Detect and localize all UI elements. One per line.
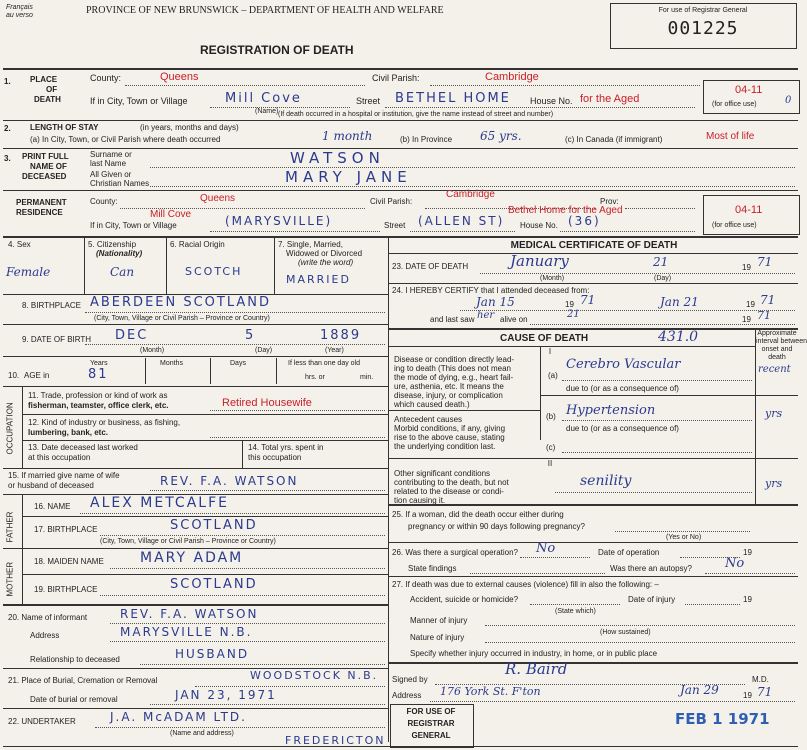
marital-value: MARRIED	[286, 273, 351, 286]
stay-b-value: 65 yrs.	[480, 129, 522, 143]
pod-office-code: 04-11	[735, 84, 763, 96]
medical-title: MEDICAL CERTIFICATE OF DEATH	[510, 240, 678, 251]
name-label-2: NAME OF	[30, 162, 67, 171]
marital-label-2: Widowed or Divorced	[286, 249, 363, 258]
cause-b-label: (b)	[546, 412, 556, 421]
sex-label: 4. Sex	[8, 240, 31, 249]
spouse-value: REV. F.A. WATSON	[160, 474, 299, 488]
pod-street-value: BETHEL HOME	[395, 91, 511, 106]
province-title: PROVINCE OF NEW BRUNSWICK – DEPARTMENT OF HEALTH AND WELFARE	[86, 5, 444, 16]
pod-county-value: Queens	[160, 71, 199, 83]
dob-label: 9. DATE OF BIRTH	[22, 335, 92, 344]
pod-city-value: Mill Cove	[225, 91, 302, 106]
informant-relationship-label: Relationship to deceased	[30, 655, 120, 664]
cause-a-label: (a)	[548, 371, 558, 380]
burial-date-value: JAN 23, 1971	[175, 688, 277, 702]
icd-code: 431.0	[658, 329, 699, 345]
pod-institution-note: (If death occurred in a hospital or institution, give the name instead of street and number)	[278, 111, 554, 118]
pod-house-value: for the Aged	[580, 93, 640, 105]
res-house-value: (36)	[568, 214, 601, 228]
dob-year: 1889	[320, 328, 362, 343]
injury-date-prefix: 19	[743, 595, 752, 604]
name-label-3: DECEASED	[22, 172, 67, 181]
age-years-value: 81	[88, 367, 109, 382]
res-parish-label: Civil Parish:	[370, 197, 413, 206]
immediate-5: disease, injury, or complication	[394, 391, 503, 400]
stay-num: 2.	[4, 124, 11, 133]
res-prov-label: Prov:	[600, 197, 619, 206]
certify-label: 24. I HEREBY CERTIFY that I attended deceased from:	[392, 286, 590, 295]
father-name-value: ALEX METCALFE	[90, 495, 229, 511]
age-min-caption: min.	[360, 374, 374, 381]
address-value: 176 York St. F'ton	[440, 685, 541, 698]
age-days-caption: Days	[230, 360, 246, 367]
mother-birthplace-label: 19. BIRTHPLACE	[34, 585, 98, 594]
q26-value: No	[536, 541, 556, 556]
stay-c-label: (c) In Canada (if immigrant)	[565, 135, 663, 144]
father-side-label: FATHER	[5, 511, 15, 543]
stay-a-value: 1 month	[322, 129, 373, 143]
immediate-6: which caused death.)	[394, 400, 470, 409]
cause-b-interval: yrs	[765, 407, 783, 420]
total-years-label-2: this occupation	[248, 453, 302, 462]
stay-title: LENGTH OF STAY	[30, 123, 99, 132]
age-label: AGE in	[24, 371, 50, 380]
stay-a-label: (a) In City, Town, or Civil Parish where death occurred	[30, 135, 221, 144]
given-value: MARY JANE	[285, 168, 412, 186]
registration-number: 001225	[667, 18, 739, 39]
stay-subtitle: (in years, months and days)	[140, 123, 239, 132]
res-office-use: (for office use)	[712, 222, 757, 229]
address-label: Address	[392, 691, 422, 700]
registrar-line-2: REGISTRAR	[407, 719, 455, 728]
roman-one: I	[548, 347, 552, 356]
res-parish-value: Cambridge	[446, 189, 495, 200]
certify-to-prefix: 19	[746, 300, 755, 309]
registrar-line-3: GENERAL	[411, 731, 451, 740]
q25-line-2: pregnancy or within 90 days following pregnancy?	[408, 522, 585, 531]
certify-from-prefix: 19	[565, 300, 574, 309]
dob-month-caption: (Month)	[140, 347, 165, 354]
certify-from: Jan 15	[476, 295, 515, 309]
place-of-death-num: 1.	[4, 77, 11, 86]
autopsy-label: Was there an autopsy?	[610, 564, 692, 573]
signature: R. Baird	[505, 660, 568, 678]
res-city-value: Mill Cove	[150, 209, 192, 220]
trade-label-2: fisherman, teamster, office clerk, etc.	[28, 401, 169, 410]
registrar-line-1: FOR USE OF	[406, 707, 456, 716]
trade-label-1: 11. Trade, profession or kind of work as	[28, 391, 168, 400]
age-num: 10.	[8, 371, 20, 380]
citizenship-label: 5. Citizenship	[88, 240, 137, 249]
due-to-2: due to (or as a consequence of)	[566, 424, 679, 433]
res-street-label: Street	[384, 221, 406, 230]
roman-two: II	[547, 459, 553, 468]
undertaker-caption: (Name and address)	[170, 730, 234, 737]
accident-label: Accident, suicide or homicide?	[410, 595, 519, 604]
cause-c-label: (c)	[546, 443, 556, 452]
antecedent-3: rise to the above cause, stating	[394, 433, 505, 442]
occupation-side-label: OCCUPATION	[5, 402, 15, 455]
father-name-label: 16. NAME	[34, 502, 71, 511]
birthplace-caption: (City, Town, Village or Civil Parish – Province or Country)	[94, 315, 270, 322]
stay-b-label: (b) In Province	[400, 135, 453, 144]
other-1: Other significant conditions	[394, 469, 491, 478]
mother-side-label: MOTHER	[5, 561, 15, 597]
interval-label-4: death	[768, 354, 786, 361]
q25-yes-no: (Yes or No)	[666, 534, 702, 541]
autopsy-value: No	[725, 556, 745, 571]
due-to-1: due to (or as a consequence of)	[566, 384, 679, 393]
res-street-value: (ALLEN ST)	[418, 214, 505, 228]
pod-name-caption: (Name)	[255, 108, 279, 115]
other-interval: yrs	[765, 477, 783, 490]
q27-label: 27. If death was due to external causes (violence) fill in also the following: –	[392, 580, 659, 589]
surname-label-1: Surname or	[90, 150, 132, 159]
alive-on-value: 21	[567, 309, 580, 320]
spouse-label-1: 15. If married give name of wife	[8, 471, 120, 480]
op-date-label: Date of operation	[598, 548, 660, 557]
res-label-1: PERMANENT	[16, 198, 67, 207]
alive-on-prefix: 19	[742, 315, 751, 324]
trade-value: Retired Housewife	[222, 397, 312, 409]
racial-value: SCOTCH	[185, 265, 243, 278]
form-title: REGISTRATION OF DEATH	[200, 43, 354, 57]
signed-label: Signed by	[392, 675, 428, 684]
citizenship-value: Can	[110, 265, 135, 279]
dob-day-caption: (Day)	[255, 347, 273, 354]
certify-to-year: 71	[760, 293, 776, 307]
given-label-1: All Given or	[90, 170, 132, 179]
state-which: (State which)	[555, 608, 596, 615]
pod-office-use: (for office use)	[712, 101, 757, 108]
certify-from-year: 71	[580, 293, 596, 307]
immediate-1: Disease or condition directly lead-	[394, 355, 515, 364]
given-label-2: Christian Names	[90, 179, 150, 188]
q25-line-1: 25. If a woman, did the death occur either during	[392, 510, 564, 519]
antecedent-4: the underlying condition last.	[394, 442, 496, 451]
mother-birthplace-value: SCOTLAND	[170, 577, 258, 592]
pod-county-label: County:	[90, 73, 122, 83]
death-date-month: January	[510, 252, 569, 270]
signed-date: Jan 29	[680, 683, 719, 697]
informant-address-value: MARYSVILLE N.B.	[120, 625, 253, 639]
informant-relationship-value: HUSBAND	[175, 647, 250, 661]
death-date-label: 23. DATE OF DEATH	[392, 262, 469, 271]
informant-address-label: Address	[30, 631, 60, 640]
place-of-death-label-2: OF	[46, 85, 58, 94]
place-of-death-label-3: DEATH	[34, 95, 61, 104]
racial-label: 6. Racial Origin	[170, 240, 225, 249]
immediate-3: the mode of dying, e.g., heart fail-	[394, 373, 514, 382]
age-months-caption: Months	[160, 360, 183, 367]
registrar-use-label: For use of Registrar General	[658, 7, 748, 14]
undertaker-label: 22. UNDERTAKER	[8, 717, 76, 726]
mother-maiden-label: 18. MAIDEN NAME	[34, 557, 104, 566]
cause-a-interval: recent	[758, 364, 791, 375]
res-county-value: Queens	[200, 193, 236, 204]
death-date-day: 21	[653, 255, 669, 269]
alive-on-year: 71	[757, 309, 771, 322]
other-value: senility	[580, 473, 632, 489]
informant-name-label: 20. Name of informant	[8, 613, 88, 622]
death-month-caption: (Month)	[540, 275, 565, 282]
surname-value: WATSON	[290, 149, 385, 167]
pod-house-label: House No.	[530, 96, 573, 106]
injury-date-label: Date of injury	[628, 595, 676, 604]
sex-value: Female	[6, 265, 51, 279]
res-city-label: If in City, Town or Village	[90, 221, 177, 230]
last-saw-her: her	[477, 310, 495, 321]
undertaker-city: FREDERICTON	[285, 734, 386, 747]
res-house-label: House No.	[520, 221, 558, 230]
death-day-caption: (Day)	[654, 275, 672, 282]
language-note-2: au verso	[6, 12, 33, 19]
death-date-year-prefix: 19	[742, 263, 751, 272]
stay-c-value: Most of life	[706, 131, 755, 142]
cause-b-value: Hypertension	[566, 403, 656, 418]
age-years-caption: Years	[90, 360, 108, 367]
immediate-2: ing to death (This does not mean	[394, 364, 511, 373]
op-date-prefix: 19	[743, 548, 752, 557]
antecedent-2: Morbid conditions, if any, giving	[394, 424, 506, 433]
res-county-label: County:	[90, 197, 118, 206]
birthplace-label: 8. BIRTHPLACE	[22, 301, 81, 310]
name-label-1: PRINT FULL	[22, 152, 69, 161]
dob-year-caption: (Year)	[325, 347, 344, 354]
md-label: M.D.	[752, 675, 769, 684]
mother-maiden-value: MARY ADAM	[140, 550, 244, 566]
res-office-code: 04-11	[735, 204, 763, 216]
spouse-label-2: or husband of deceased	[8, 481, 94, 490]
certify-to: Jan 21	[660, 295, 699, 309]
dob-month: DEC	[115, 328, 149, 343]
citizenship-label-2: (Nationality)	[96, 249, 143, 258]
immediate-4: ure, asthenia, etc. It means the	[394, 382, 504, 391]
father-birthplace-value: SCOTLAND	[170, 518, 258, 533]
res-institution: Bethel Home for the Aged	[508, 205, 623, 216]
manner-label: Manner of injury	[410, 616, 468, 625]
other-3: related to the disease or condi-	[394, 487, 504, 496]
other-4: tion causing it.	[394, 496, 446, 505]
total-years-label-1: 14. Total yrs. spent in	[248, 443, 324, 452]
birthplace-value: ABERDEEN SCOTLAND	[90, 295, 272, 310]
undertaker-name: J.A. McADAM LTD.	[110, 710, 247, 724]
name-num: 3.	[4, 154, 11, 163]
alive-on-label: alive on	[500, 315, 528, 324]
antecedent-1: Antecedent causes	[394, 415, 463, 424]
industry-label-1: 12. Kind of industry or business, as fishing,	[28, 418, 181, 427]
res-city-hw: (MARYSVILLE)	[225, 214, 333, 228]
interval-label-1: Approximate	[757, 330, 797, 337]
surname-label-2: last Name	[90, 159, 127, 168]
dob-day: 5	[245, 328, 256, 343]
burial-place-value: WOODSTOCK N.B.	[250, 669, 379, 682]
specify-label: Specify whether injury occurred in industry, in home, or in public place	[410, 649, 658, 658]
language-note: Français	[6, 4, 33, 11]
last-worked-label-1: 13. Date deceased last worked	[28, 443, 138, 452]
marital-label-1: 7. Single, Married,	[278, 240, 343, 249]
marital-label-3: (write the word)	[298, 258, 354, 267]
state-findings-label: State findings	[408, 564, 457, 573]
interval-label-3: onset and	[761, 346, 793, 353]
how-sustained: (How sustained)	[600, 629, 651, 636]
place-of-death-label-1: PLACE	[30, 75, 58, 84]
last-worked-label-2: at this occupation	[28, 453, 91, 462]
pod-street-label: Street	[356, 96, 381, 106]
death-date-year: 71	[757, 255, 773, 269]
last-saw-label: and last saw	[430, 315, 475, 324]
age-one-day-caption: If less than one day old	[288, 360, 360, 367]
pod-parish-value: Cambridge	[485, 71, 539, 83]
q26-label: 26. Was there a surgical operation?	[392, 548, 518, 557]
father-birthplace-caption: (City, Town, Village or Civil Parish – Province or Country)	[100, 538, 276, 545]
res-label-2: RESIDENCE	[16, 208, 63, 217]
nature-label: Nature of injury	[410, 633, 465, 642]
age-hrs-caption: hrs. or	[305, 374, 325, 381]
cause-title: CAUSE OF DEATH	[500, 333, 589, 344]
signed-year-prefix: 19	[743, 691, 752, 700]
burial-place-label: 21. Place of Burial, Cremation or Removal	[8, 676, 158, 685]
signed-year: 71	[757, 685, 773, 699]
pod-parish-label: Civil Parish:	[372, 73, 420, 83]
burial-date-label: Date of burial or removal	[30, 695, 118, 704]
interval-label-2: interval between	[756, 338, 807, 345]
industry-label-2: lumbering, bank, etc.	[28, 428, 109, 437]
pod-office-zero: 0	[785, 95, 792, 106]
informant-name-value: REV. F.A. WATSON	[120, 607, 259, 621]
pod-city-label: If in City, Town or Village	[90, 96, 188, 106]
other-2: contributing to the death, but not	[394, 478, 509, 487]
father-birthplace-label: 17. BIRTHPLACE	[34, 525, 98, 534]
received-stamp: FEB 1 1971	[675, 710, 770, 728]
cause-a-value: Cerebro Vascular	[566, 357, 681, 372]
